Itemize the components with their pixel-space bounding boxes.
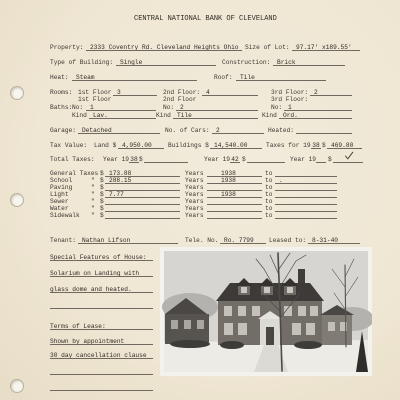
baths-no-label: No: xyxy=(163,104,175,111)
tax-row-years-field xyxy=(207,205,262,212)
special-features-line: Solarium on Landing with xyxy=(50,270,153,277)
tax-row-to-label: to xyxy=(265,198,273,205)
tax-row-years-label: Years xyxy=(185,212,204,219)
bank-title: CENTRAL NATIONAL BANK OF CLEVELAND xyxy=(134,15,277,23)
tax-row-to-field xyxy=(275,184,337,191)
telephone-label: Tele. No. xyxy=(185,237,219,244)
rooms-third-floor-field: 2 xyxy=(310,89,352,96)
total-taxes-year-field: 38 xyxy=(130,156,138,163)
total-taxes-year-label: Year 19 xyxy=(290,156,316,163)
total-taxes-year-field xyxy=(316,156,326,163)
lease-terms-line: 30 day cancellation clause xyxy=(50,352,153,359)
lease-terms-line xyxy=(50,384,153,391)
tax-row-years-field xyxy=(207,184,262,191)
total-taxes-amount-field xyxy=(144,156,188,163)
property-address-field: 2333 Coventry Rd. Cleveland Heights Ohio xyxy=(86,44,242,51)
land-value-field: 4,950.00 xyxy=(118,142,164,149)
punch-hole-top xyxy=(10,86,24,100)
tax-row-dollar-sign: $ xyxy=(100,170,104,177)
baths-kind-label: Kind xyxy=(156,112,171,119)
taxes-for-year-field: 38 xyxy=(312,142,320,149)
baths-kind-label: Kind xyxy=(72,112,87,119)
tax-row-years-label: Years xyxy=(185,170,204,177)
baths-first-floor-label: 1st Floor xyxy=(78,96,112,103)
baths-label: Baths: xyxy=(50,104,73,111)
tax-row-years-field xyxy=(207,212,262,219)
dormers xyxy=(236,278,298,295)
baths-second-floor-label: 2nd Floor xyxy=(163,96,197,103)
heated-label: Heated: xyxy=(268,127,294,134)
rooms-label: Rooms: xyxy=(50,89,73,96)
total-taxes-label: Total Taxes: xyxy=(50,156,95,163)
buildings-label: Buildings $ xyxy=(168,142,209,149)
taxes-for-amount-field: 469.80 xyxy=(327,142,362,149)
roof-field: Tile xyxy=(236,74,326,81)
special-features-line xyxy=(50,302,153,309)
tax-row-label: School xyxy=(50,177,73,184)
tax-row-to-label: to xyxy=(265,191,273,198)
front-door xyxy=(266,327,274,345)
lease-terms-line xyxy=(50,368,153,375)
rooms-third-floor-label: 3rd Floor: xyxy=(271,89,309,96)
tax-row-years-label: Years xyxy=(185,205,204,212)
buildings-value-field: 14,540.00 xyxy=(210,142,262,149)
heat-field: Steam xyxy=(72,74,197,81)
tax-row-label: Paving xyxy=(50,184,73,191)
total-taxes-year-label: Year 19 xyxy=(204,156,230,163)
garage-field: Detached xyxy=(78,127,160,134)
heated-field xyxy=(296,127,352,134)
punch-hole-middle xyxy=(10,193,24,207)
lot-size-field: 97.17' x189.55' xyxy=(292,44,360,51)
rooms-second-floor-label: 2nd Floor: xyxy=(163,89,201,96)
tax-row-to-field xyxy=(275,205,337,212)
tax-row-dollar-sign: $ xyxy=(100,205,104,212)
lease-terms-line: Shown by appointment xyxy=(50,338,153,345)
tax-row-years-label: Years xyxy=(185,191,204,198)
tenant-label: Tenant: xyxy=(50,237,76,244)
tax-row-years-label: Years xyxy=(185,177,204,184)
leased-to-field: 8-31-40 xyxy=(308,237,360,244)
tax-row-ditto: " xyxy=(91,184,95,191)
baths-first-no-field: 1 xyxy=(86,104,156,111)
tax-row-years-field: 1938 xyxy=(207,170,262,177)
property-label: Property: xyxy=(50,44,84,51)
baths-third-floor-label: 3rd Floor: xyxy=(271,96,309,103)
telephone-field: Ro. 7799 xyxy=(220,237,266,244)
rooms-first-floor-field: 3 xyxy=(113,89,157,96)
building-type-label: Type of Building: xyxy=(50,59,114,66)
tax-row-ditto: " xyxy=(91,191,95,198)
tax-row-amount-field xyxy=(105,205,180,212)
tax-row-dollar-sign: $ xyxy=(100,198,104,205)
tax-row-to-label: to xyxy=(265,177,273,184)
lot-size-label: Size of Lot: xyxy=(245,44,290,51)
tax-row-dollar-sign: $ xyxy=(100,184,104,191)
tax-row-amount-field: 7.77 xyxy=(105,191,180,198)
rooms-second-floor-field: 4 xyxy=(202,89,258,96)
tax-row-years-label: Years xyxy=(185,198,204,205)
cars-field: 2 xyxy=(212,127,264,134)
construction-label: Construction: xyxy=(222,59,271,66)
construction-field: Brick xyxy=(273,59,345,66)
land-label: Land $ xyxy=(94,142,117,149)
tax-row-amount-field: 288.15 xyxy=(105,177,180,184)
total-taxes-dollar-sign: $ xyxy=(328,156,332,163)
tax-row-years-field xyxy=(207,198,262,205)
tax-row-amount-field: 173.88 xyxy=(105,170,180,177)
tax-row-dollar-sign: $ xyxy=(100,191,104,198)
tax-row-to-label: to xyxy=(265,212,273,219)
total-taxes-year-field: 42 xyxy=(231,156,239,163)
tenant-name-field: Nathan Lifson xyxy=(78,237,178,244)
taxes-for-dollar-sign: $ xyxy=(322,142,326,149)
garage-label: Garage: xyxy=(50,127,76,134)
leased-to-label: Leased to: xyxy=(269,237,307,244)
baths-no-label: No: xyxy=(72,104,84,111)
tax-row-amount-field xyxy=(105,198,180,205)
baths-kind-label: Kind xyxy=(262,112,277,119)
house-photo xyxy=(160,247,372,376)
tax-row-to-field xyxy=(275,191,337,198)
punch-hole-bottom xyxy=(10,379,24,393)
baths-first-kind-field: Lav. xyxy=(89,112,156,119)
tax-row-to-field xyxy=(275,198,337,205)
tax-row-ditto: " xyxy=(91,212,95,219)
tax-row-ditto: " xyxy=(91,177,95,184)
heat-label: Heat: xyxy=(50,74,69,81)
baths-third-kind-field: Ord. xyxy=(279,112,352,119)
tax-row-label: Light xyxy=(50,191,69,198)
tax-row-to-label: to xyxy=(265,170,273,177)
tax-row-label: Sidewalk xyxy=(50,212,80,219)
lease-terms-label: Terms of Lease: xyxy=(50,323,153,330)
tax-row-label: Water xyxy=(50,205,69,212)
tax-row-dollar-sign: $ xyxy=(100,177,104,184)
tax-row-to-field xyxy=(275,170,337,177)
tax-row-to-label: to xyxy=(265,184,273,191)
total-taxes-amount-field xyxy=(247,156,285,163)
special-features-line: glass dome and heated. xyxy=(50,286,153,293)
tax-row-label: Sewer xyxy=(50,198,69,205)
roof-label: Roof: xyxy=(214,74,233,81)
special-features-label: Special Features of House: xyxy=(50,254,153,261)
tax-row-ditto: " xyxy=(91,198,95,205)
tax-row-amount-field xyxy=(105,212,180,219)
total-taxes-dollar-sign: $ xyxy=(242,156,246,163)
baths-second-no-field: 2 xyxy=(176,104,258,111)
total-taxes-dollar-sign: $ xyxy=(139,156,143,163)
total-taxes-year-label: Year 19 xyxy=(103,156,129,163)
check-mark-icon xyxy=(344,151,354,160)
tax-row-to-field: . xyxy=(275,177,337,184)
baths-third-no-field: 1 xyxy=(284,104,352,111)
tax-row-amount-field xyxy=(105,184,180,191)
tax-row-to-label: to xyxy=(265,205,273,212)
tax-value-label: Tax Value: xyxy=(50,142,88,149)
rooms-first-floor-label: 1st Floor xyxy=(78,89,112,96)
building-type-field: Single xyxy=(116,59,216,66)
taxes-for-label: Taxes for 19 xyxy=(266,142,311,149)
tax-row-years-field: 1938 xyxy=(207,177,262,184)
tax-row-years-label: Years xyxy=(185,184,204,191)
tax-row-ditto: " xyxy=(91,205,95,212)
cars-label: No. of Cars: xyxy=(165,127,210,134)
baths-second-kind-field: Tile xyxy=(173,112,258,119)
tax-row-label: General Taxes xyxy=(50,170,99,177)
tax-row-dollar-sign: $ xyxy=(100,212,104,219)
chimney xyxy=(298,269,305,285)
tax-row-to-field xyxy=(275,212,337,219)
baths-no-label: No: xyxy=(271,104,283,111)
tax-row-years-field: 1938 xyxy=(207,191,262,198)
